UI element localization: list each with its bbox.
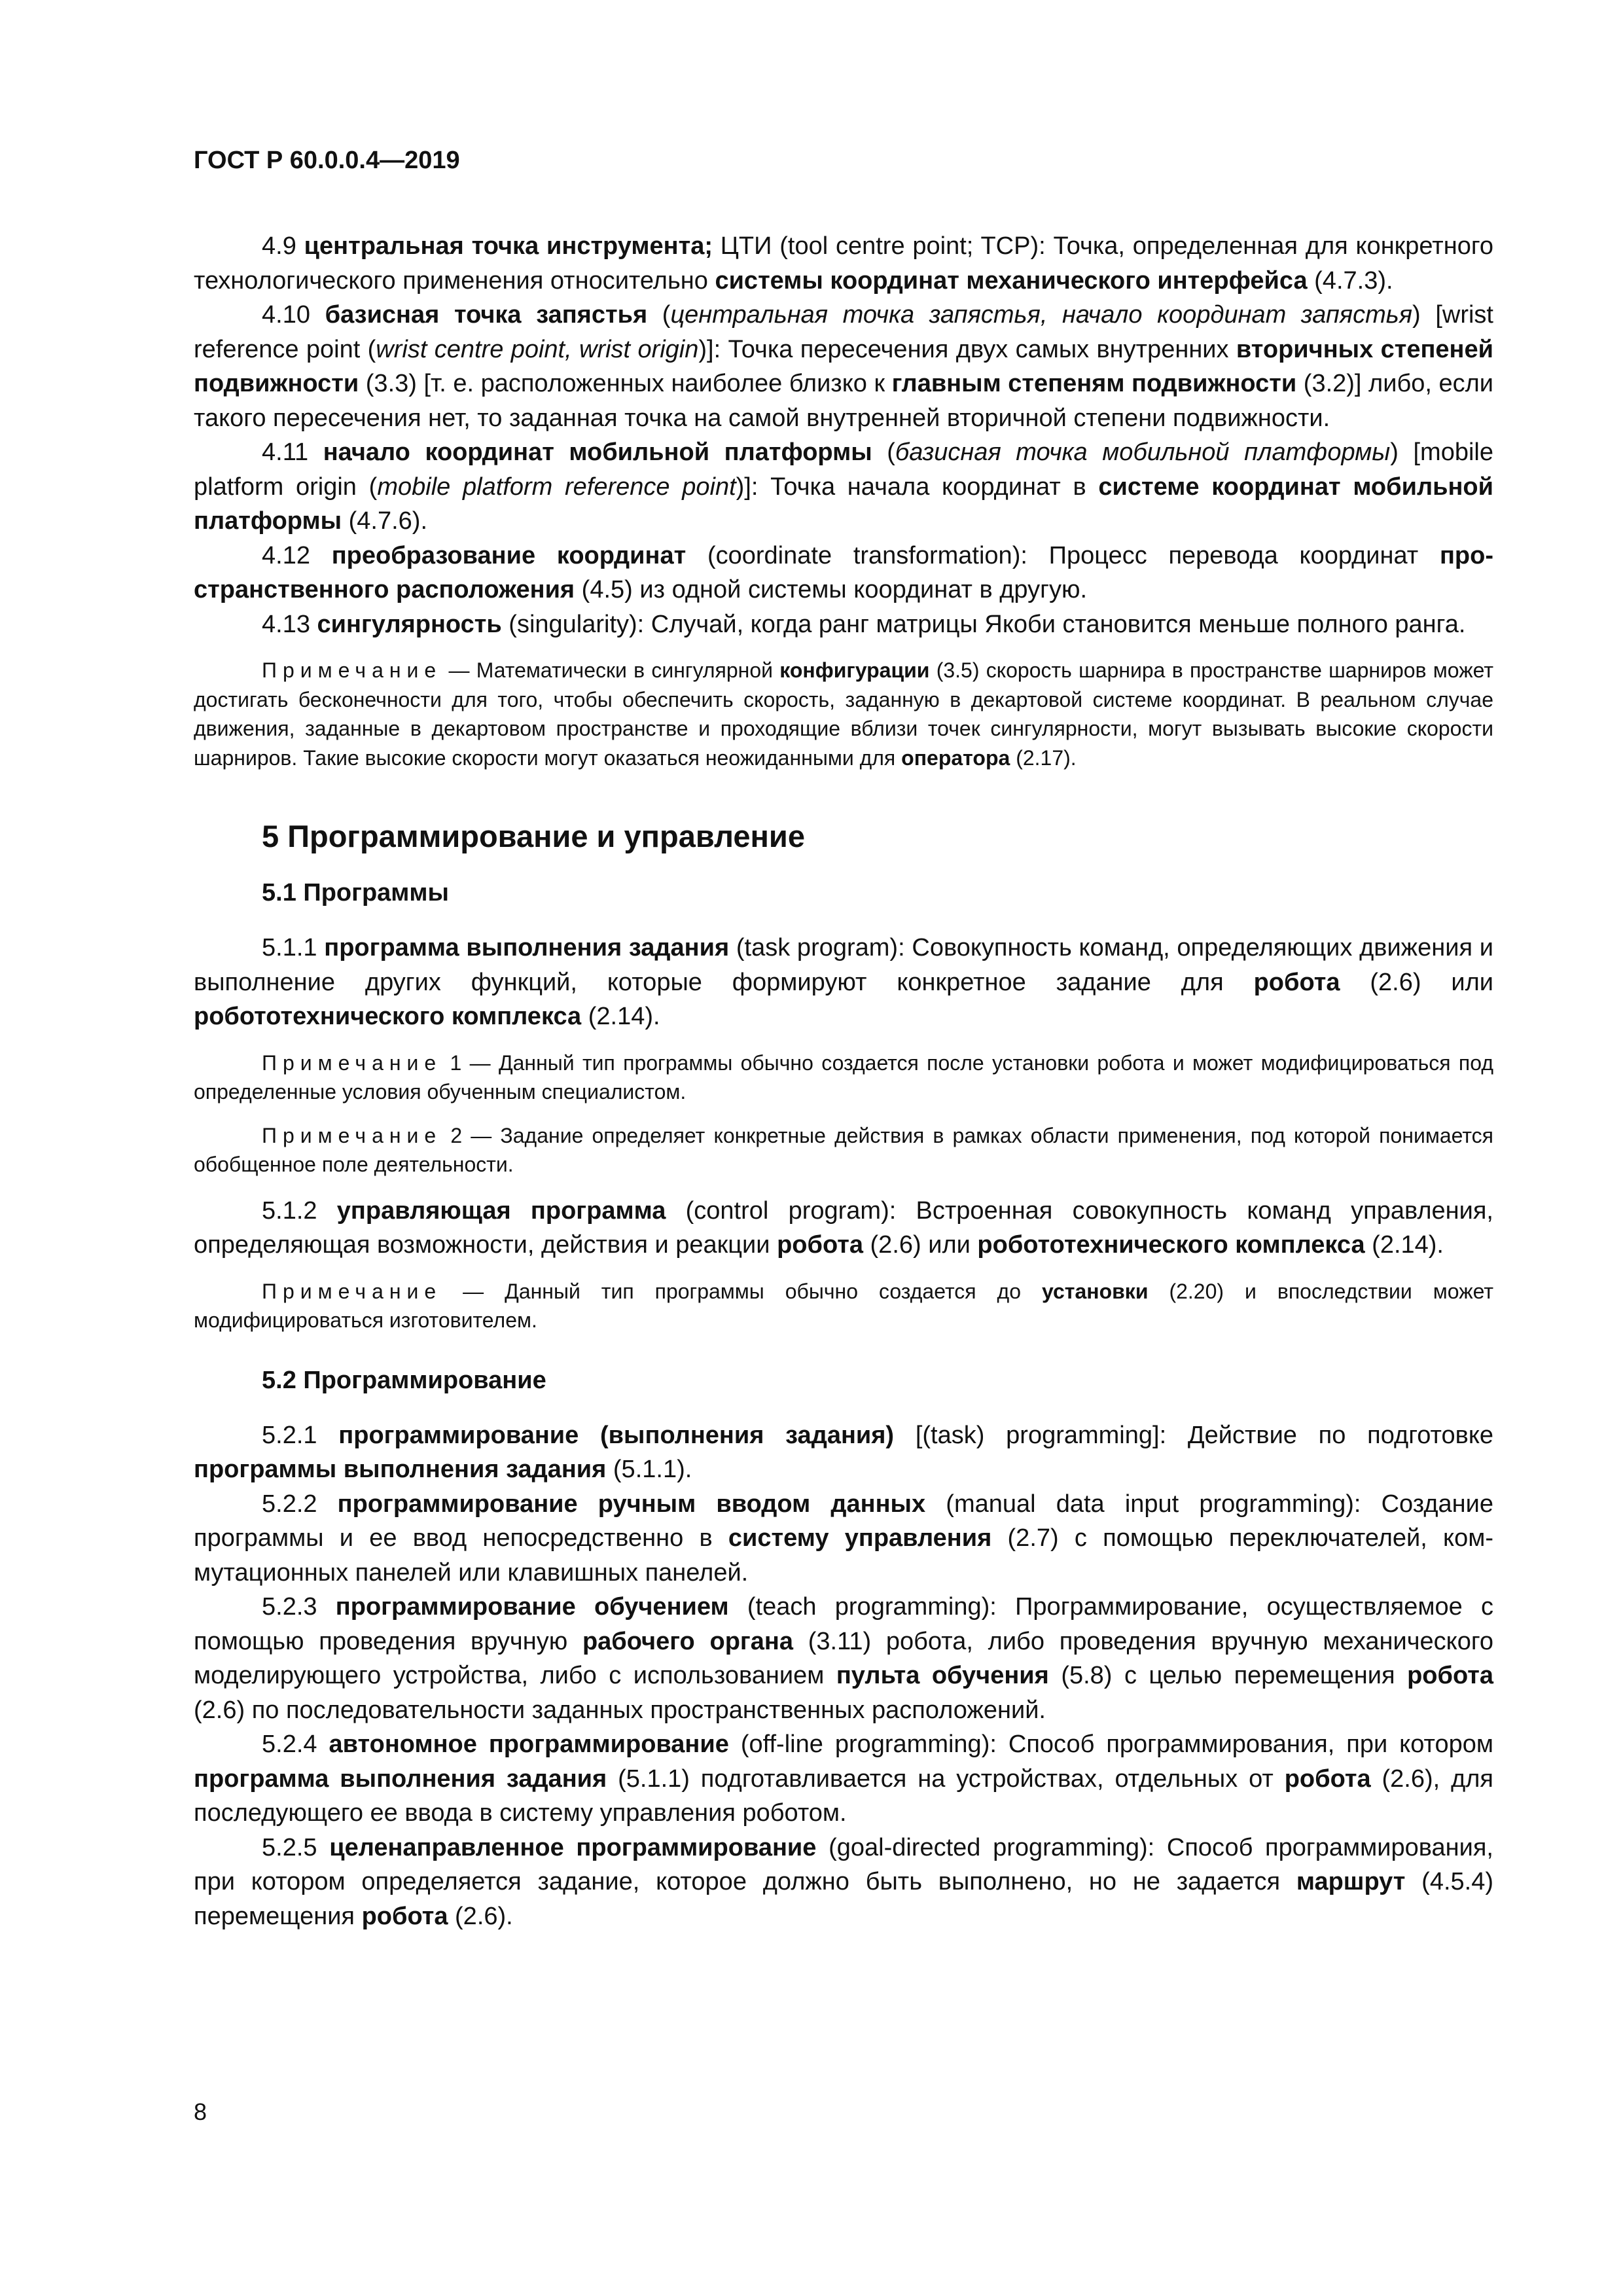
note-5-1-2: Примечание — Данный тип программы обычно создается до установки (2.20) и впоследствии может модифицироваться изготовителем.	[194, 1279, 1494, 1332]
note-4-13: Примечание — Математически в сингулярной конфигурации (3.5) скорость шарнира в пространстве шарниров может достигать бесконечности для того, чтобы обеспечить скорость, заданную в декартовой системе координат. В реальном случае движения, заданные в декартовом пространстве и проходящие вблизи точек сингулярности, могут вызывать высокие скорости шарниров. Такие высокие скорости могут оказаться неожиданными для оператора (2.17).	[194, 658, 1494, 770]
t-4-11: 4.11 начало координат мобильной платформы (базисная точка мобильной платформы) [mobile platform origin (mobile platform reference point)]: Точка начала координат в системе координат мобильной платформы (4.7.6).	[194, 439, 1494, 535]
document-body	[194, 229, 1493, 1933]
t-5-2-3: 5.2.3 программирование обучением (teach programming): Программирование, осуществляемое с помощью проведения вручную рабочего органа (3.11) робота, либо проведения вручную механического моделирующего устройства, либо с использованием пульта обучения (5.8) с целью перемещения робота (2.6) по последовательности заданных пространственных расположений.	[194, 1593, 1494, 1724]
t-5-2-5: 5.2.5 целенаправленное программирование (goal-directed programming): Способ программирования, при котором определяется задание, которое должно быть выполнено, но не задается маршрут (4.5.4) перемещения робота (2.6).	[194, 1833, 1493, 1930]
t-5-1-1: 5.1.1 программа выполнения задания (task program): Совокупность команд, определяющих движения и выполнение других функций, которые формируют конкретное задание для робота (2.6) или робототехнического комплекса (2.14).	[194, 934, 1493, 1030]
t-5-1-2: 5.1.2 управляющая программа (control program): Встроенная совокупность команд управления, определяющая возможности, действия и реакции робота (2.6) или робототехнического комплекса (2.14).	[194, 1196, 1493, 1259]
document-header: ГОСТ Р 60.0.0.4—2019	[194, 147, 460, 174]
t-5-2-1: 5.2.1 программирование (выполнения задания) [(task) programming]: Действие по подготовке программы выполнения задания (5.1.1).	[194, 1421, 1493, 1483]
t-4-9: 4.9 центральная точка инструмента; ЦТИ (tool centre point; TCP): Точка, определенная для конкретного технологического применения относительно системы координат механического интерфейса (4.7.3).	[194, 232, 1493, 295]
t-4-12: 4.12 преобразование координат (coordinate transformation): Процесс перевода координат пространственного расположения (4.5) из одной системы координат в другую.	[194, 541, 1493, 603]
t-4-10: 4.10 базисная точка запястья (центральная точка запястья, начало координат запястья) [wrist reference point (wrist centre point, wrist origin)]: Точка пересечения двух самых внутренних вторичных степеней подвижности (3.3) [т. е. расположенных наиболее близко к главным степеням подвижности (3.2)] либо, если такого пересечения нет, то заданная точка на самой внутренней вторичной степени подвижности.	[194, 301, 1493, 432]
t-5-2-2: 5.2.2 программирование ручным вводом данных (manual data input programming): Создание программы и ее ввод непосредственно в систему управления (2.7) с помощью переключателей, коммутационных панелей или клавишных панелей.	[194, 1490, 1494, 1587]
section-5: 5 Программирование и управление	[262, 819, 805, 853]
section-5-1: 5.1 Программы	[262, 879, 449, 906]
section-5-2: 5.2 Программирование	[262, 1366, 546, 1394]
t-5-2-4: 5.2.4 автономное программирование (off-line programming): Способ программирования, при котором программа выполнения задания (5.1.1) подготавливается на устройствах, отдельных от робота (2.6), для последующего ее ввода в систему управления роботом.	[194, 1731, 1494, 1827]
note-5-1-1-1: Примечание 1 — Данный тип программы обычно создается после установки робота и может модифицироваться под определенные условия обученным специалистом.	[194, 1050, 1493, 1103]
page-number: 8	[194, 2098, 207, 2125]
t-4-13: 4.13 сингулярность (singularity): Случай, когда ранг матрицы Якоби становится меньше полного ранга.	[262, 610, 1466, 638]
note-5-1-1-2: Примечание 2 — Задание определяет конкретные действия в рамках области применения, под которой понимается обобщенное поле деятельности.	[194, 1123, 1493, 1176]
